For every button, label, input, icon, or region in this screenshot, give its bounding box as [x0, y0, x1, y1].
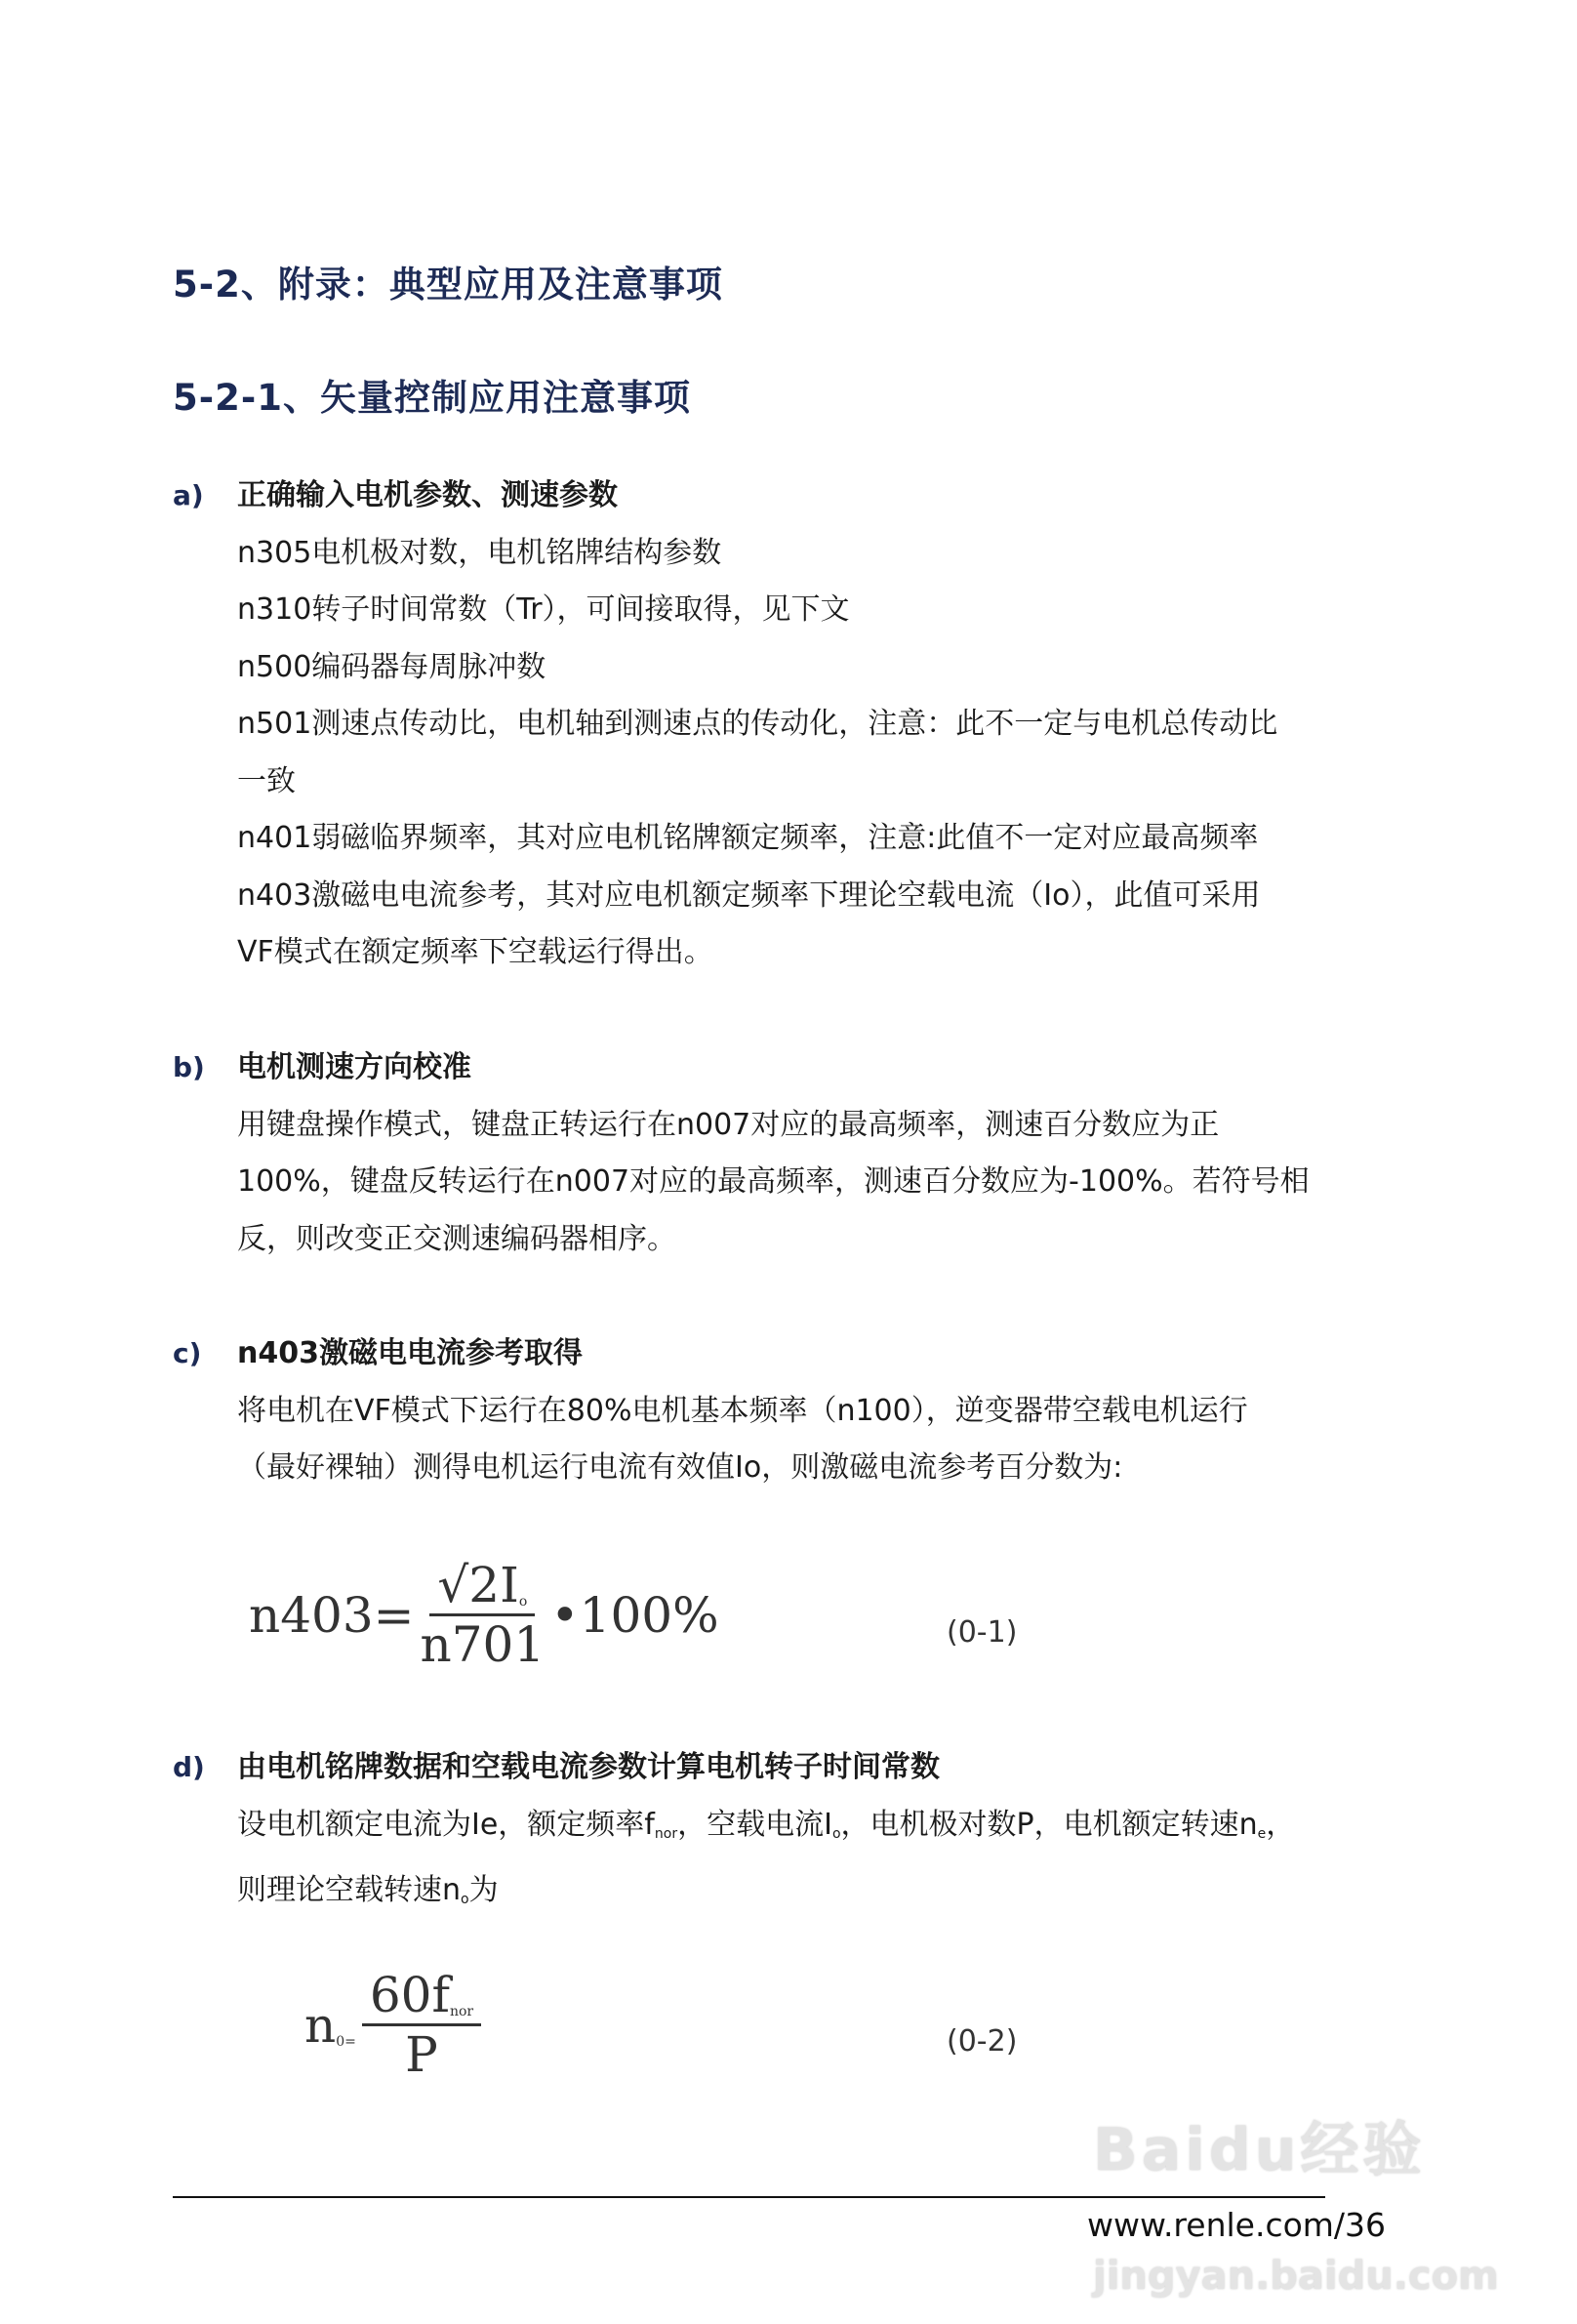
- item-label: a): [173, 479, 204, 511]
- watermark-brand: Baidu经验: [1093, 2116, 1426, 2184]
- section-a: [173, 468, 1441, 982]
- text-segment: 则理论空载转速n: [237, 1873, 462, 1907]
- lhs-text: n: [304, 1996, 337, 2054]
- text-line: 100%，键盘反转运行在n007对应的最高频率，测速百分数应为-100%。若符号相: [237, 1164, 1310, 1199]
- item-title: 电机测速方向校准: [237, 1050, 471, 1084]
- text-line: n310转子时间常数（Tr），可间接取得，见下文: [237, 592, 850, 627]
- text-segment: ，空载电流I: [677, 1807, 832, 1842]
- watermark-site: jingyan.baidu.com: [1093, 2254, 1499, 2299]
- item-title: n403激磁电电流参考取得: [237, 1336, 583, 1370]
- text-line: 反，则改变正交测速编码器相序。: [237, 1221, 676, 1256]
- lhs-subscript: 0=: [336, 2033, 356, 2050]
- denominator: P: [405, 2026, 438, 2083]
- equation-number: (0-1): [947, 1615, 1018, 1650]
- formula-rhs: •100%: [550, 1586, 719, 1644]
- numerator: [429, 1557, 535, 1616]
- item-label: b): [173, 1051, 205, 1083]
- text-segment: 设电机额定电流为Ie，额定频率f: [237, 1807, 655, 1842]
- text-line: [237, 1797, 1408, 1863]
- item-title: 正确输入电机参数、测速参数: [237, 478, 618, 512]
- text-line: 用键盘操作模式，键盘正转运行在n007对应的最高频率，测速百分数应为正: [237, 1107, 1220, 1142]
- text-line: n403激磁电电流参考，其对应电机额定频率下理论空载电流（Io），此值可采用: [237, 877, 1261, 913]
- numerator-text: √2I: [437, 1557, 519, 1613]
- subscript: o: [461, 1892, 469, 1907]
- item-title: 由电机铭牌数据和空载电流参数计算电机转子时间常数: [237, 1750, 940, 1784]
- fraction: [421, 1557, 546, 1673]
- formula-lhs: n403=: [249, 1586, 415, 1644]
- text-line: n305电机极对数，电机铭牌结构参数: [237, 535, 722, 570]
- numerator: [362, 1967, 481, 2026]
- item-label: d): [173, 1751, 205, 1783]
- footer-url-page: www.renle.com/36: [1087, 2206, 1387, 2244]
- text-line: [237, 1862, 1408, 1929]
- text-line: 一致: [237, 763, 296, 798]
- numerator-subscript: nor: [449, 2004, 474, 2019]
- section-c: [173, 1325, 1441, 1497]
- section-b: [173, 1040, 1441, 1268]
- denominator: n701: [420, 1616, 546, 1673]
- equation-number: (0-2): [947, 2024, 1018, 2059]
- footer-divider: [173, 2196, 1325, 2198]
- fraction: [362, 1967, 481, 2083]
- text-line: VF模式在额定频率下空载运行得出。: [237, 935, 713, 969]
- subscript: o: [831, 1825, 841, 1842]
- section-heading: 5-2、附录：典型应用及注意事项: [173, 264, 723, 306]
- text-segment: 为: [468, 1873, 499, 1907]
- subscript: nor: [654, 1825, 678, 1842]
- subscript: e: [1257, 1825, 1267, 1842]
- numerator-subscript: o: [518, 1594, 528, 1610]
- text-line: n501测速点传动比，电机轴到测速点的传动化，注意：此不一定与电机总传动比: [237, 707, 1278, 741]
- formula-0-2: [304, 1967, 487, 2083]
- numerator-text: 60f: [369, 1967, 450, 2023]
- subsection-heading: 5-2-1、矢量控制应用注意事项: [173, 377, 691, 419]
- text-segment: ，电机极对数P，电机额定转速n: [840, 1807, 1258, 1842]
- item-label: c): [173, 1337, 202, 1369]
- text-line: 将电机在VF模式下运行在80%电机基本频率（n100），逆变器带空载电机运行: [237, 1393, 1248, 1428]
- section-d: [173, 1739, 1441, 1929]
- formula-0-1: [249, 1557, 719, 1673]
- text-line: （最好裸轴）测得电机运行电流有效值Io，则激磁电流参考百分数为:: [237, 1450, 1123, 1485]
- text-segment: ，: [1266, 1807, 1296, 1842]
- text-line: n401弱磁临界频率，其对应电机铭牌额定频率，注意:此值不一定对应最高频率: [237, 821, 1259, 855]
- formula-lhs: [304, 1997, 356, 2054]
- text-line: n500编码器每周脉冲数: [237, 649, 546, 684]
